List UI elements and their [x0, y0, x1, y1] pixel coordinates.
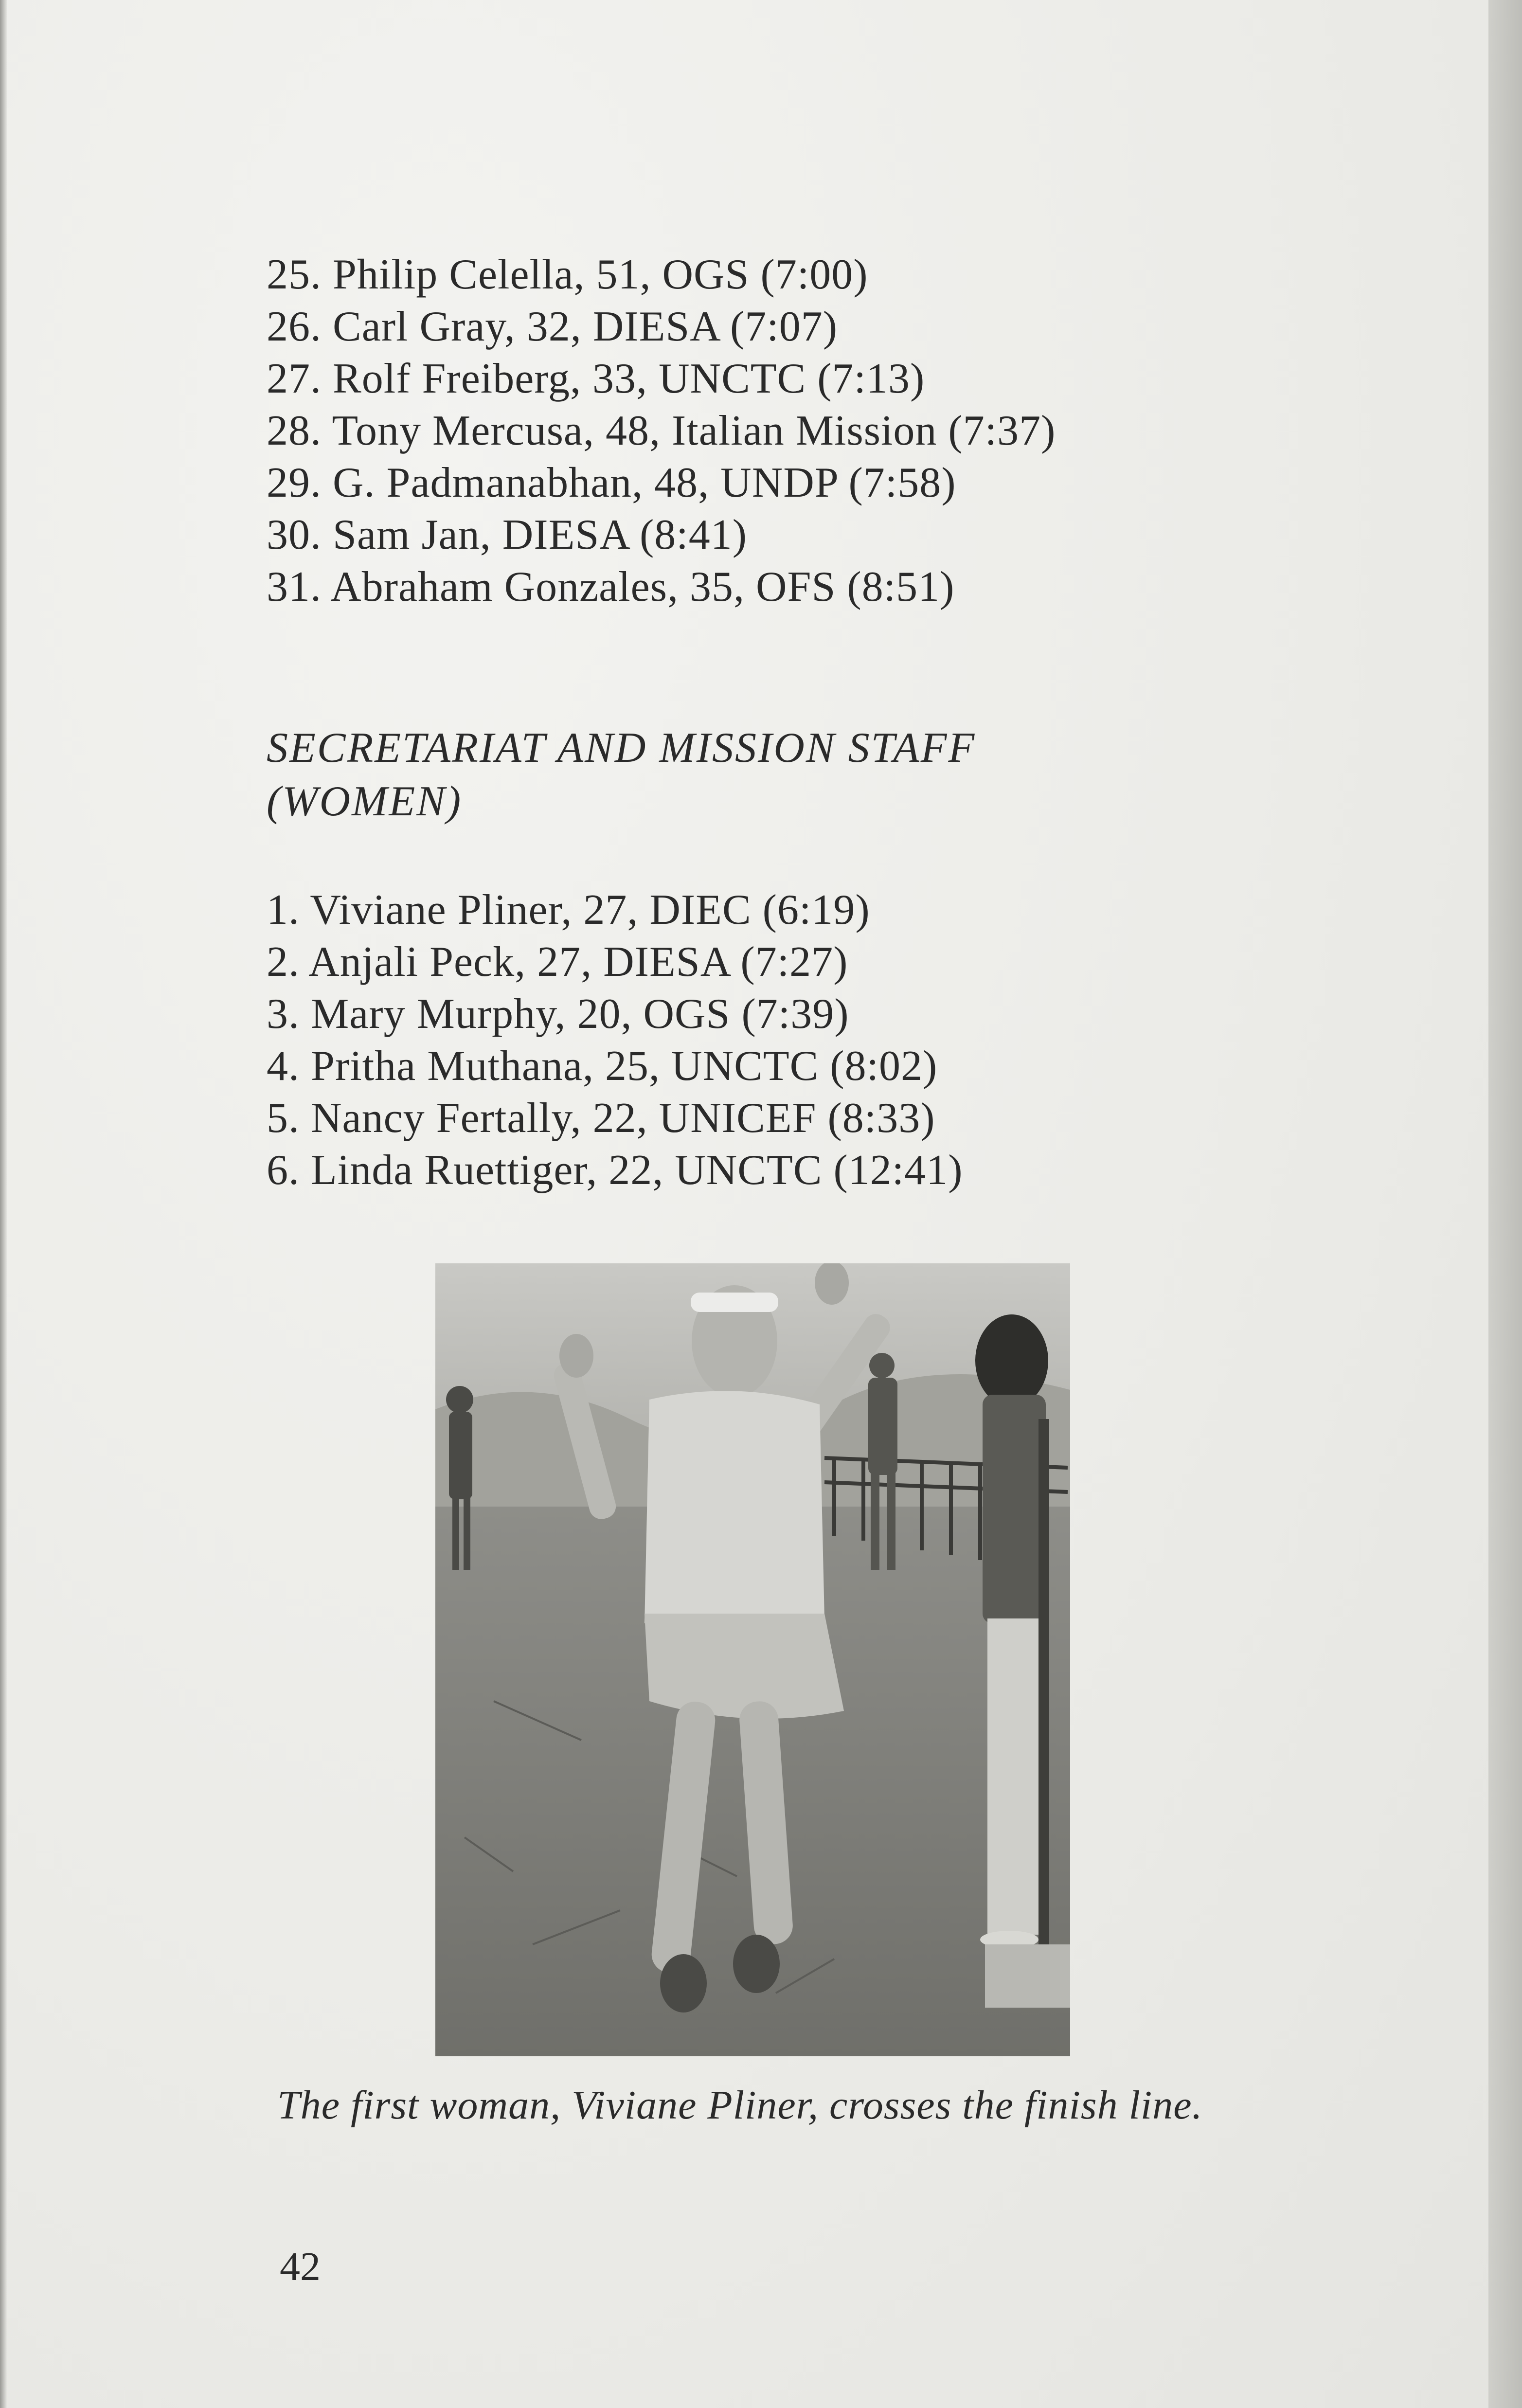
page-edge-background — [1488, 0, 1522, 2408]
list-item: 31. Abraham Gonzales, 35, OFS (8:51) — [267, 563, 955, 611]
list-item: 26. Carl Gray, 32, DIESA (7:07) — [267, 303, 838, 350]
page-number: 42 — [280, 2244, 321, 2289]
runner-photo-illustration — [435, 1263, 1070, 2056]
list-item: 25. Philip Celella, 51, OGS (7:00) — [267, 251, 868, 298]
list-item: 27. Rolf Freiberg, 33, UNCTC (7:13) — [267, 355, 925, 402]
list-item: 1. Viviane Pliner, 27, DIEC (6:19) — [267, 886, 870, 934]
list-item: 6. Linda Ruettiger, 22, UNCTC (12:41) — [267, 1147, 963, 1194]
list-item: 2. Anjali Peck, 27, DIESA (7:27) — [267, 938, 848, 986]
list-item: 4. Pritha Muthana, 25, UNCTC (8:02) — [267, 1042, 938, 1090]
list-item: 29. G. Padmanabhan, 48, UNDP (7:58) — [267, 459, 956, 506]
runner-photo — [435, 1263, 1070, 2056]
list-item: 5. Nancy Fertally, 22, UNICEF (8:33) — [267, 1095, 935, 1142]
list-item: 3. Mary Murphy, 20, OGS (7:39) — [267, 990, 849, 1038]
page-edge-shadow — [0, 0, 7, 2408]
list-item: 30. Sam Jan, DIESA (8:41) — [267, 511, 748, 558]
section-heading: SECRETARIAT AND MISSION STAFF — [267, 724, 976, 772]
photo-caption: The first woman, Viviane Pliner, crosses the finish line. — [277, 2083, 1203, 2128]
list-item: 28. Tony Mercusa, 48, Italian Mission (7:37) — [267, 407, 1056, 454]
section-heading-subtitle: (WOMEN) — [267, 778, 463, 825]
